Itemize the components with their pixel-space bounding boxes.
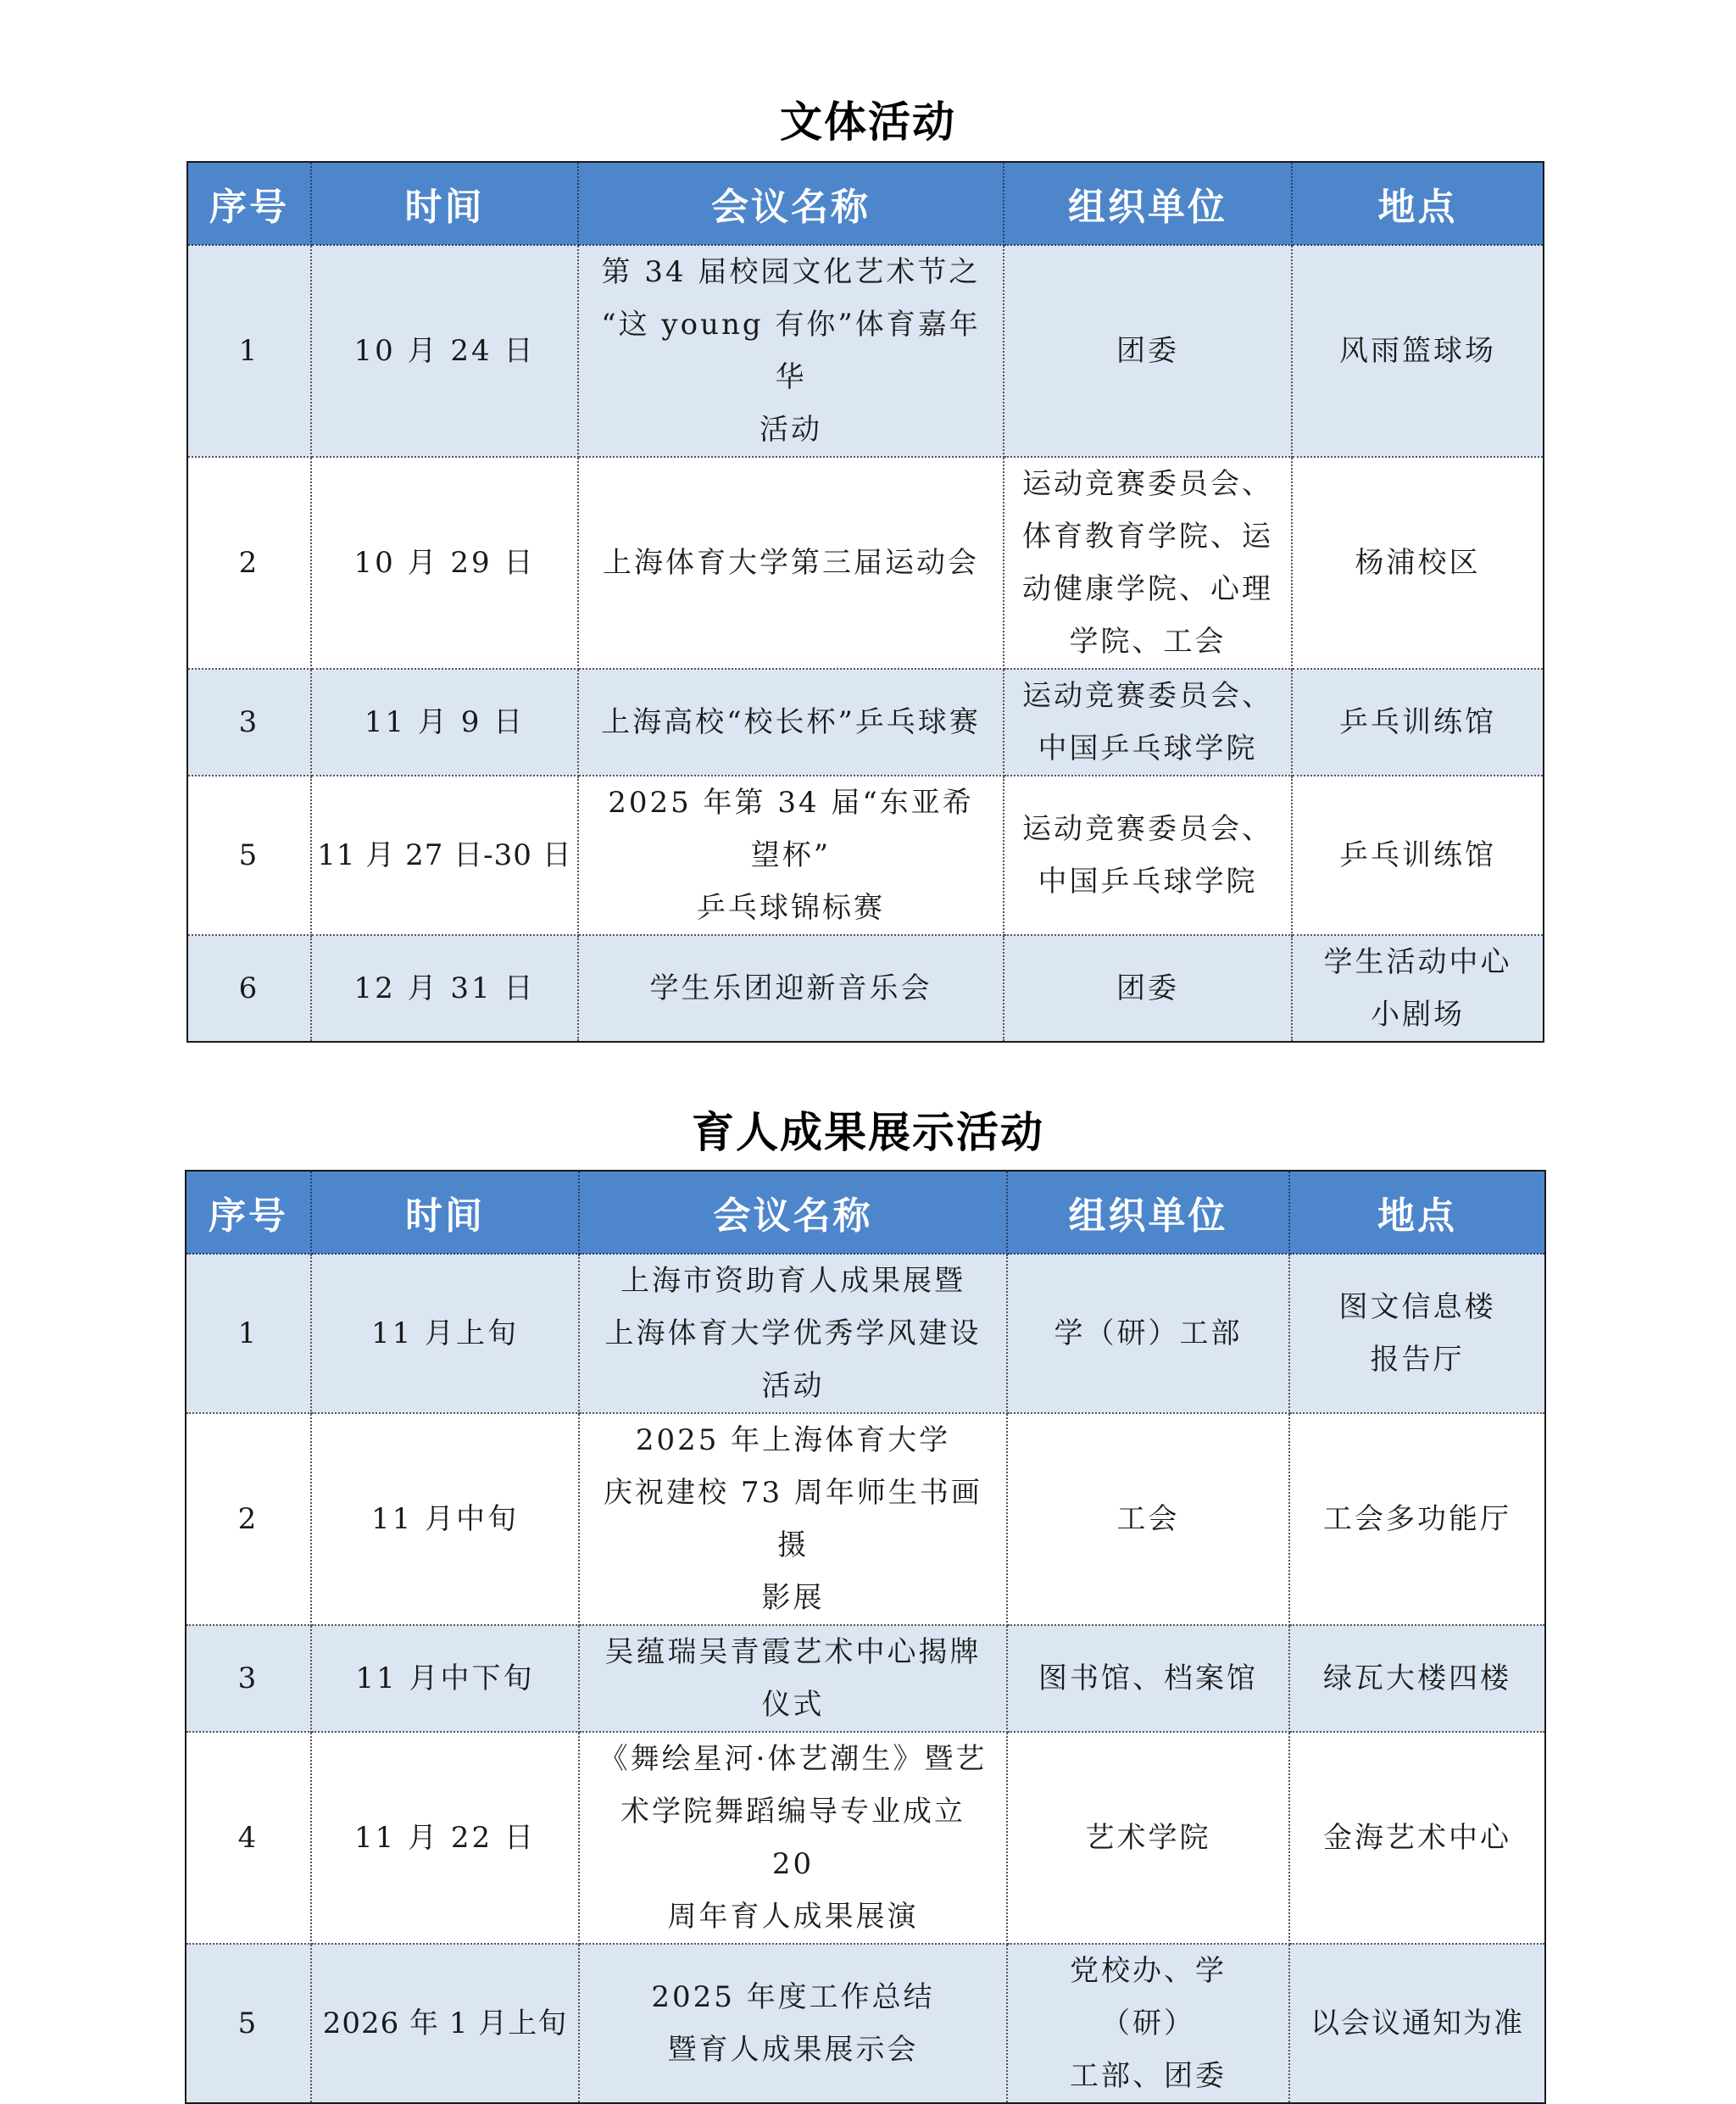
header-event-name: 会议名称 xyxy=(578,162,1004,245)
table-row xyxy=(186,1944,1545,2103)
cell-event-name: 2025 年度工作总结 暨育人成果展示会 xyxy=(579,1944,1007,2103)
cell-event-name: 2025 年第 34 届“东亚希望杯” 乒乓球锦标赛 xyxy=(578,776,1004,935)
cell-location: 绿瓦大楼四楼 xyxy=(1289,1625,1545,1732)
table-row xyxy=(186,1732,1545,1944)
table-header-row xyxy=(187,162,1544,245)
table-row xyxy=(187,776,1544,935)
header-index: 序号 xyxy=(187,162,311,245)
cell-time: 11 月中下旬 xyxy=(311,1625,579,1732)
cell-time: 11 月 9 日 xyxy=(311,669,578,776)
table-row xyxy=(186,1413,1545,1625)
cell-location: 风雨篮球场 xyxy=(1292,245,1544,457)
cell-index: 3 xyxy=(187,669,311,776)
activity-table xyxy=(185,1170,1546,2104)
activity-table xyxy=(186,161,1544,1043)
header-time: 时间 xyxy=(311,1171,579,1254)
cell-index: 5 xyxy=(187,776,311,935)
cell-organizer: 艺术学院 xyxy=(1007,1732,1289,1944)
cell-organizer: 运动竞赛委员会、 体育教育学院、运 动健康学院、心理 学院、工会 xyxy=(1004,457,1292,669)
cell-index: 4 xyxy=(186,1732,311,1944)
cell-organizer: 运动竞赛委员会、 中国乒乓球学院 xyxy=(1004,669,1292,776)
cell-location: 图文信息楼 报告厅 xyxy=(1289,1254,1545,1413)
table-row xyxy=(186,1625,1545,1732)
cell-time: 10 月 29 日 xyxy=(311,457,578,669)
cell-event-name: 上海市资助育人成果展暨 上海体育大学优秀学风建设 活动 xyxy=(579,1254,1007,1413)
cell-event-name: 吴蕴瑞吴青霞艺术中心揭牌 仪式 xyxy=(579,1625,1007,1732)
cell-event-name: 学生乐团迎新音乐会 xyxy=(578,935,1004,1042)
cell-time: 11 月上旬 xyxy=(311,1254,579,1413)
cell-organizer: 图书馆、档案馆 xyxy=(1007,1625,1289,1732)
cell-index: 6 xyxy=(187,935,311,1042)
cell-time: 11 月 22 日 xyxy=(311,1732,579,1944)
header-location: 地点 xyxy=(1289,1171,1545,1254)
cell-location: 乒乓训练馆 xyxy=(1292,669,1544,776)
table-row xyxy=(187,669,1544,776)
table-row xyxy=(187,935,1544,1042)
cell-time: 11 月中旬 xyxy=(311,1413,579,1625)
cell-index: 3 xyxy=(186,1625,311,1732)
table-row xyxy=(186,1254,1545,1413)
cell-location: 学生活动中心 小剧场 xyxy=(1292,935,1544,1042)
cell-location: 乒乓训练馆 xyxy=(1292,776,1544,935)
cell-location: 工会多功能厅 xyxy=(1289,1413,1545,1625)
cell-organizer: 工会 xyxy=(1007,1413,1289,1625)
cell-index: 1 xyxy=(187,245,311,457)
cell-organizer: 团委 xyxy=(1004,935,1292,1042)
cell-time: 12 月 31 日 xyxy=(311,935,578,1042)
cell-index: 2 xyxy=(186,1413,311,1625)
cell-organizer: 党校办、学（研） 工部、团委 xyxy=(1007,1944,1289,2103)
cell-event-name: 上海体育大学第三届运动会 xyxy=(578,457,1004,669)
header-index: 序号 xyxy=(186,1171,311,1254)
cell-event-name: 《舞绘星河·体艺潮生》暨艺 术学院舞蹈编导专业成立 20 周年育人成果展演 xyxy=(579,1732,1007,1944)
table-row xyxy=(187,457,1544,669)
cell-organizer: 运动竞赛委员会、 中国乒乓球学院 xyxy=(1004,776,1292,935)
section-title: 文体活动 xyxy=(780,97,956,147)
cell-organizer: 团委 xyxy=(1004,245,1292,457)
cell-event-name: 第 34 届校园文化艺术节之 “这 young 有你”体育嘉年华 活动 xyxy=(578,245,1004,457)
cell-location: 金海艺术中心 xyxy=(1289,1732,1545,1944)
header-location: 地点 xyxy=(1292,162,1544,245)
section-title: 育人成果展示活动 xyxy=(692,1108,1044,1157)
cell-time: 10 月 24 日 xyxy=(311,245,578,457)
cell-event-name: 2025 年上海体育大学 庆祝建校 73 周年师生书画摄 影展 xyxy=(579,1413,1007,1625)
cell-location: 杨浦校区 xyxy=(1292,457,1544,669)
table-header-row xyxy=(186,1171,1545,1254)
header-organizer: 组织单位 xyxy=(1007,1171,1289,1254)
cell-time: 2026 年 1 月上旬 xyxy=(311,1944,579,2103)
cell-organizer: 学（研）工部 xyxy=(1007,1254,1289,1413)
cell-index: 1 xyxy=(186,1254,311,1413)
table-row xyxy=(187,245,1544,457)
header-event-name: 会议名称 xyxy=(579,1171,1007,1254)
header-organizer: 组织单位 xyxy=(1004,162,1292,245)
header-time: 时间 xyxy=(311,162,578,245)
cell-event-name: 上海高校“校长杯”乒乓球赛 xyxy=(578,669,1004,776)
cell-location: 以会议通知为准 xyxy=(1289,1944,1545,2103)
cell-index: 2 xyxy=(187,457,311,669)
cell-index: 5 xyxy=(186,1944,311,2103)
cell-time: 11 月 27 日-30 日 xyxy=(311,776,578,935)
